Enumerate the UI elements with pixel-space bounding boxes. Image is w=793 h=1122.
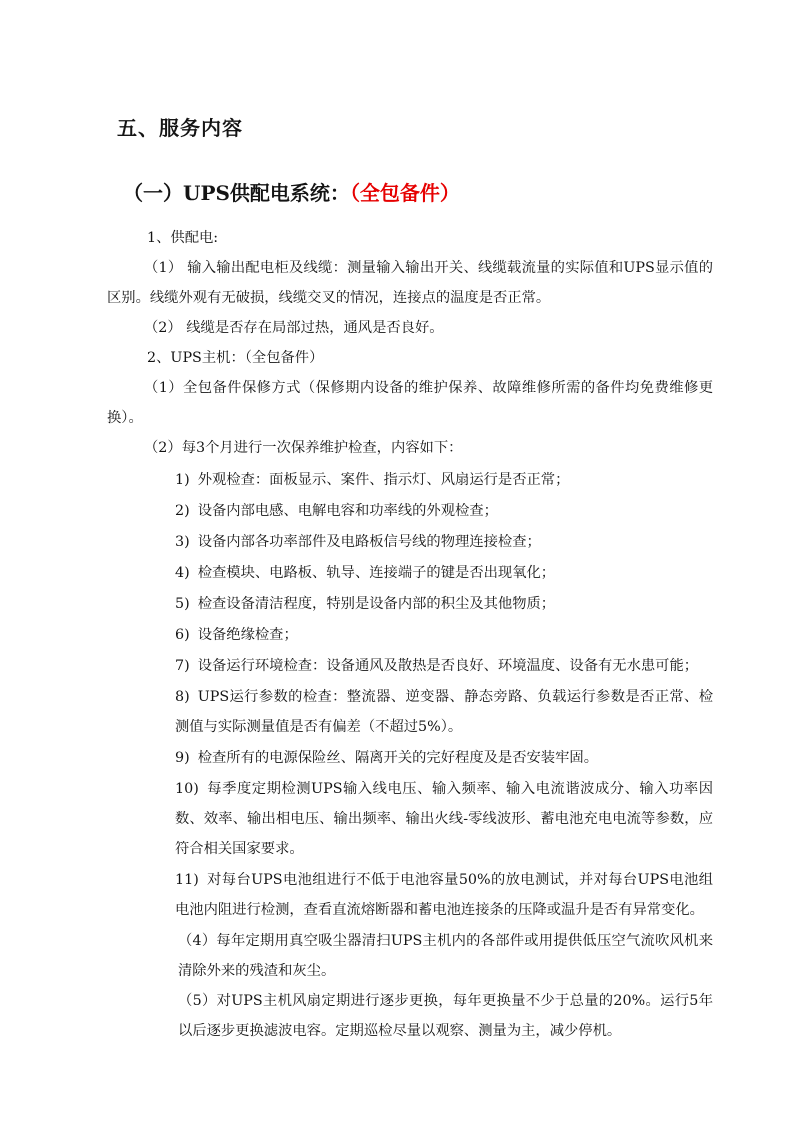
checklist-item: [175, 682, 713, 742]
checklist-item-number: 5): [175, 596, 190, 612]
checklist-item: [175, 620, 713, 650]
checklist-item-number: 1): [175, 472, 190, 488]
checklist-item-text: UPS运行参数的检查：整流器、逆变器、静态旁路、负载运行参数是否正常、检测值与实际测量值是否有偏差（不超过5%）。: [175, 689, 713, 735]
sub2-paragraph-1: （1）全包备件保修方式（保修期内设备的维护保养、故障维修所需的备件均免费维修更换）。: [107, 380, 713, 426]
checklist-item-text: 每季度定期检测UPS输入线电压、输入频率、输入电流谐波成分、输入功率因数、效率、输出相电压、输出频率、输出火线-零线波形、蓄电池充电电流等参数，应符合相关国家要求。: [175, 781, 713, 857]
document-heading: 五、服务内容: [117, 116, 243, 140]
sub1-title: 1、供配电:: [147, 230, 219, 246]
checklist-item-number: 11): [175, 872, 199, 888]
checklist-item: [175, 865, 713, 925]
checklist-item: [175, 465, 713, 495]
checklist-item-number: 7): [175, 658, 190, 674]
checklist-item: [175, 774, 713, 864]
section-title-text: （一）UPS供配电系统：: [123, 181, 350, 205]
sub2-title: 2、UPS主机：（全包备件）: [147, 350, 324, 366]
sub1-paragraph-1: （1） 输入输出配电柜及线缆：测量输入输出开关、线缆载流量的实际值和UPS显示值的区别。线缆外观有无破损，线缆交叉的情况，连接点的温度是否正常。: [107, 260, 713, 306]
checklist-item-text: 对每台UPS电池组进行不低于电池容量50%的放电测试，并对每台UPS电池组电池内阻进行检测，查看直流熔断器和蓄电池连接条的压降或温升是否有异常变化。: [175, 872, 713, 918]
checklist-item: [175, 589, 713, 619]
checklist-item-number: 9): [175, 750, 190, 766]
checklist-item-text: 检查模块、电路板、轨导、连接端子的键是否出现氧化；: [197, 565, 556, 581]
section-title-highlight: （全包备件）: [349, 181, 460, 205]
sub2-paragraph-2: （2）每3个月进行一次保养维护检查，内容如下：: [144, 440, 463, 456]
checklist-item-text: 外观检查：面板显示、案件、指示灯、风扇运行是否正常；: [197, 472, 570, 488]
checklist-item: [175, 558, 713, 588]
checklist-item: [175, 651, 713, 681]
sub2-paragraph-5: （5）对UPS主机风扇定期进行逐步更换，每年更换量不少于总量的20%。运行5年以后逐步更换滤波电容。定期巡检尽量以观察、测量为主，减少停机。: [178, 993, 713, 1039]
checklist-item-text: 检查设备清洁程度，特别是设备内部的积尘及其他物质；: [197, 596, 556, 612]
checklist-item: [175, 527, 713, 557]
checklist-item-text: 设备运行环境检查：设备通风及散热是否良好、环境温度、设备有无水患可能；: [197, 658, 699, 674]
sub1-paragraph-2: （2） 线缆是否存在局部过热，通风是否良好。: [144, 320, 444, 336]
checklist-item: [175, 743, 713, 773]
section-title: [123, 180, 713, 206]
checklist-item-text: 检查所有的电源保险丝、隔离开关的完好程度及是否安装牢固。: [197, 750, 598, 766]
checklist-item-number: 10): [175, 781, 199, 797]
checklist-item-number: 2): [175, 503, 190, 519]
maintenance-checklist: [107, 465, 713, 925]
checklist-item-number: 8): [175, 689, 190, 705]
sub2-paragraph-4: （4）每年定期用真空吸尘器清扫UPS主机内的各部件或用提供低压空气流吹风机来清除外来的残渣和灰尘。: [178, 933, 713, 979]
checklist-item-text: 设备内部各功率部件及电路板信号线的物理连接检查；: [197, 534, 541, 550]
checklist-item-number: 4): [175, 565, 190, 581]
checklist-item-text: 设备绝缘检查；: [197, 627, 298, 643]
checklist-item-number: 6): [175, 627, 190, 643]
checklist-item: [175, 496, 713, 526]
checklist-item-number: 3): [175, 534, 190, 550]
checklist-item-text: 设备内部电感、电解电容和功率线的外观检查；: [197, 503, 498, 519]
